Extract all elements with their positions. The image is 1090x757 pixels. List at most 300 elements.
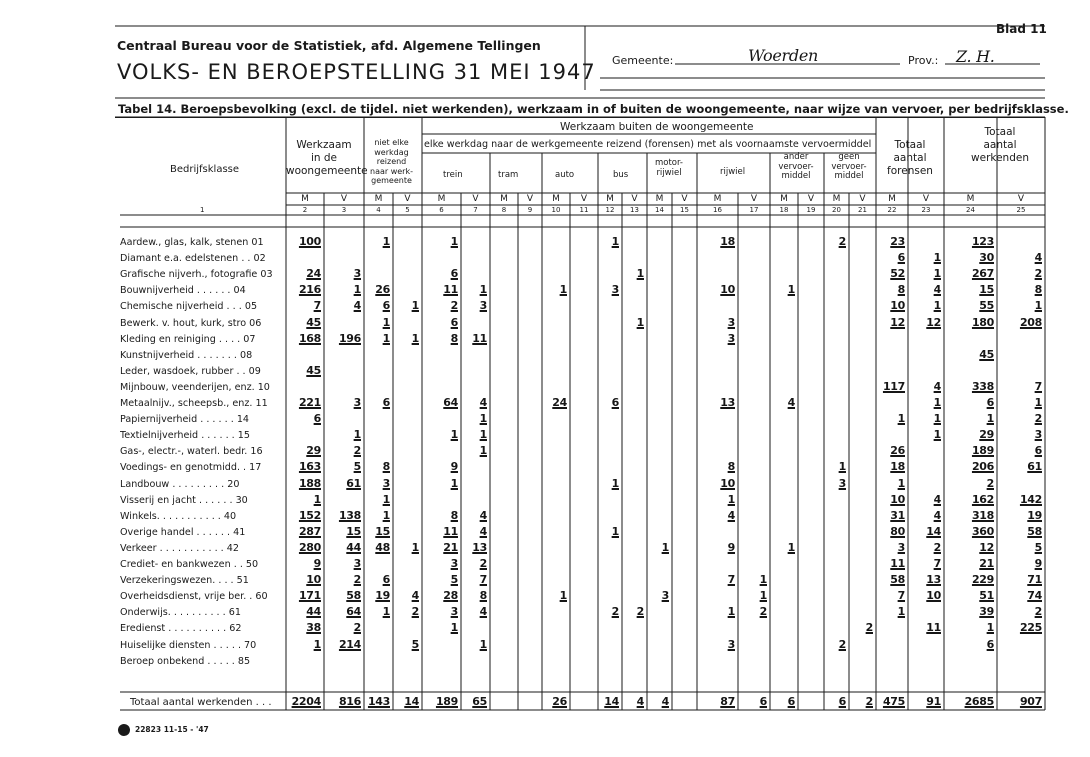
column-number-20: 20 (832, 206, 841, 214)
cell-row22-col-7: 8 (479, 589, 487, 603)
cell-row15-col-4: 3 (382, 476, 390, 490)
mv-label-col-2: M (301, 194, 309, 204)
cell-row18-col-6: 11 (443, 524, 458, 538)
cell-row0-col-22: 23 (890, 235, 905, 248)
cell-row7-col-24: 45 (979, 347, 994, 361)
cell-row22-col-2: 171 (298, 589, 321, 603)
row-label: Bewerk. v. hout, kurk, stro 06 (120, 317, 262, 329)
header-trein: trein (443, 170, 463, 180)
cell-row18-col-7: 4 (479, 524, 487, 538)
cell-row18-col-25: 58 (1027, 524, 1042, 538)
cell-row16-col-23: 4 (933, 492, 941, 506)
cell-total-col-18: 6 (787, 695, 795, 708)
column-number-22: 22 (887, 206, 897, 214)
cell-row15-col-2: 188 (298, 476, 321, 490)
cell-row10-col-6: 64 (443, 396, 458, 409)
header-line: middel (834, 171, 864, 181)
cell-row5-col-22: 12 (890, 315, 905, 329)
cell-row5-col-25: 208 (1019, 315, 1042, 329)
cell-row0-col-2: 100 (298, 235, 321, 248)
cell-row14-col-2: 163 (298, 460, 321, 474)
row-label: Aardew., glas, kalk, stenen 01 (120, 237, 264, 248)
cell-row8-col-2: 45 (306, 363, 321, 377)
cell-row5-col-2: 45 (306, 315, 321, 329)
cell-row22-col-22: 7 (897, 589, 905, 603)
header-totaal-werkenden (955, 126, 1045, 165)
cell-row6-col-5: 1 (411, 331, 419, 345)
header-line: aantal (983, 139, 1017, 151)
cell-row13-col-22: 26 (890, 444, 905, 458)
cell-row1-col-22: 6 (897, 251, 905, 265)
cell-row15-col-12: 1 (611, 476, 619, 490)
cell-row10-col-25: 1 (1034, 396, 1042, 409)
cell-row23-col-7: 4 (479, 605, 487, 619)
table-title: Tabel 14. Beroepsbevolking (excl. de tijdel. niet werkenden), werkzaam in of buiten de woongemeente, naar wijze van vervoer, per bedrijfsklasse. (118, 102, 1069, 116)
cell-row23-col-13: 2 (636, 605, 644, 619)
prov-value: Z. H. (956, 47, 995, 66)
row-label: Chemische nijverheid . . . 05 (120, 301, 258, 313)
cell-total-col-7: 65 (472, 695, 487, 708)
cbs-logo-icon (118, 724, 130, 736)
cell-row13-col-7: 1 (479, 444, 487, 458)
header-ander-vervoermiddel (770, 153, 822, 182)
cell-row20-col-2: 9 (313, 557, 321, 570)
cell-row13-col-24: 189 (971, 444, 994, 458)
cell-row17-col-16: 4 (727, 508, 735, 522)
cell-row24-col-21: 2 (865, 621, 873, 635)
cell-row24-col-3: 2 (353, 621, 361, 635)
cell-row3-col-24: 15 (979, 283, 994, 297)
cell-row19-col-23: 2 (933, 540, 941, 554)
header-line: forensen (887, 165, 933, 177)
cell-row19-col-5: 1 (411, 540, 419, 554)
cell-row2-col-22: 52 (890, 267, 905, 281)
cell-total-col-13: 4 (636, 695, 644, 708)
cell-row4-col-25: 1 (1034, 299, 1042, 313)
cell-row15-col-20: 3 (838, 476, 846, 490)
cell-row18-col-12: 1 (611, 524, 619, 538)
cell-row22-col-6: 28 (443, 589, 458, 603)
column-number-11: 11 (579, 206, 589, 214)
cell-row3-col-4: 26 (375, 283, 390, 297)
cell-row14-col-24: 206 (971, 460, 994, 474)
mv-label-col-23: V (922, 194, 930, 204)
cell-row19-col-7: 13 (472, 540, 487, 554)
cell-row2-col-6: 6 (450, 267, 458, 281)
cell-row17-col-7: 4 (479, 508, 487, 522)
mv-label-col-6: M (437, 194, 446, 204)
cell-total-col-23: 91 (926, 695, 941, 708)
cell-row23-col-25: 2 (1034, 605, 1042, 619)
cell-row19-col-16: 9 (727, 540, 735, 554)
row-label: Gas-, electr.-, waterl. bedr. 16 (120, 446, 263, 458)
row-label: Kleding en reiniging . . . . 07 (120, 333, 256, 345)
cell-row21-col-7: 7 (479, 573, 487, 587)
cell-row17-col-2: 152 (298, 508, 321, 522)
column-number-3: 3 (341, 206, 347, 214)
row-label: Textielnijverheid . . . . . . 15 (120, 430, 250, 442)
column-number-2: 2 (302, 206, 308, 214)
header-motorrijwiel (646, 158, 692, 178)
cell-row10-col-18: 4 (787, 396, 795, 409)
mv-label-col-21: V (859, 194, 866, 204)
cell-row10-col-7: 4 (479, 396, 487, 409)
header-niet-elke-werkdag (364, 138, 419, 186)
column-number-21: 21 (858, 206, 867, 214)
cell-row23-col-4: 1 (382, 605, 390, 619)
column-number-15: 15 (680, 206, 689, 214)
cell-row23-col-5: 2 (411, 605, 419, 619)
footer-print-code: 22823 11-15 - '47 (135, 725, 209, 734)
cell-row23-col-17: 2 (759, 605, 767, 619)
cell-row17-col-24: 318 (971, 508, 994, 522)
header-rijwiel: rijwiel (720, 167, 746, 177)
cell-row25-col-2: 1 (313, 637, 321, 651)
cell-row23-col-16: 1 (727, 605, 735, 619)
header-line: niet elke (374, 138, 409, 147)
cell-row18-col-22: 80 (890, 524, 905, 538)
cell-row25-col-24: 6 (986, 637, 994, 651)
cell-row22-col-25: 74 (1027, 589, 1042, 603)
cell-row1-col-25: 4 (1034, 251, 1042, 265)
cell-total-col-14: 4 (661, 695, 669, 708)
header-bedrijfsklasse: Bedrijfsklasse (170, 164, 240, 175)
cell-row14-col-22: 18 (890, 460, 905, 474)
column-number-13: 13 (630, 206, 639, 214)
cell-row4-col-23: 1 (933, 299, 941, 313)
column-number-6: 6 (439, 206, 444, 214)
header-line: vervoer- (778, 161, 814, 172)
cell-row9-col-24: 338 (971, 379, 994, 393)
mv-label-col-17: V (750, 194, 758, 204)
cell-row24-col-23: 11 (926, 621, 941, 635)
row-label: Overheidsdienst, vrije ber. . 60 (120, 591, 268, 603)
cell-row2-col-2: 24 (306, 267, 321, 281)
cell-row14-col-3: 5 (353, 460, 361, 474)
cell-row10-col-23: 1 (933, 396, 941, 409)
cell-row11-col-22: 1 (897, 412, 905, 426)
cell-row24-col-6: 1 (450, 621, 458, 635)
cell-total-col-21: 2 (865, 695, 873, 708)
mv-label-col-5: V (404, 194, 411, 204)
cell-row2-col-24: 267 (971, 267, 994, 281)
cell-row20-col-6: 3 (450, 557, 458, 570)
cell-row16-col-16: 1 (727, 492, 735, 506)
prov-label: Prov.: (908, 54, 939, 67)
cell-row18-col-3: 15 (346, 524, 361, 538)
cell-row5-col-16: 3 (727, 315, 735, 329)
cell-row5-col-6: 6 (450, 315, 458, 329)
header-forensen: elke werkdag naar de werkgemeente reizend (forensen) met als voornaamste vervoermiddel (424, 139, 872, 150)
column-number-17: 17 (749, 206, 759, 214)
header-line: naar werk- (370, 166, 413, 176)
cell-row3-col-10: 1 (559, 283, 567, 297)
row-label: Diamant e.a. edelstenen . . 02 (120, 253, 266, 265)
mv-label-col-3: V (340, 194, 348, 204)
cell-row15-col-3: 61 (346, 476, 361, 490)
cell-row11-col-2: 6 (313, 412, 321, 426)
cell-row19-col-6: 21 (443, 540, 458, 554)
cell-total-col-6: 189 (435, 695, 458, 708)
cell-row5-col-4: 1 (382, 315, 390, 329)
cell-row22-col-4: 19 (375, 589, 390, 603)
mv-label-col-18: M (780, 194, 788, 204)
cell-row14-col-6: 9 (450, 460, 458, 474)
cell-row3-col-7: 1 (479, 283, 487, 297)
cell-total-col-2: 2204 (291, 695, 321, 708)
mv-label-col-4: M (374, 194, 383, 204)
column-number-12: 12 (605, 206, 615, 214)
column-number-24: 24 (966, 206, 975, 214)
cell-row22-col-17: 1 (759, 589, 767, 603)
cell-row11-col-25: 2 (1034, 412, 1042, 426)
cell-row25-col-20: 2 (838, 637, 846, 651)
cell-row18-col-23: 14 (926, 524, 941, 538)
sheet-number: Blad 11 (996, 22, 1047, 36)
cell-row21-col-16: 7 (727, 573, 735, 587)
cell-row16-col-22: 10 (890, 492, 905, 506)
mv-label-col-16: M (713, 194, 722, 204)
cell-row21-col-2: 10 (306, 573, 321, 587)
cell-row12-col-24: 29 (979, 428, 994, 442)
cell-row21-col-23: 13 (926, 573, 941, 587)
cell-row16-col-2: 1 (313, 492, 321, 506)
cell-row25-col-7: 1 (479, 637, 487, 651)
cell-row10-col-24: 6 (986, 396, 994, 409)
header-line: woongemeente (286, 165, 368, 177)
gemeente-label: Gemeente: (612, 54, 674, 67)
cell-row19-col-3: 44 (346, 540, 361, 554)
row-label: Visserij en jacht . . . . . . 30 (120, 494, 248, 506)
cell-row4-col-2: 7 (313, 299, 321, 313)
header-line: ander (783, 152, 809, 162)
cell-row19-col-4: 48 (375, 540, 390, 554)
row-label: Landbouw . . . . . . . . . 20 (120, 478, 240, 490)
cell-row3-col-16: 10 (720, 283, 735, 297)
cell-row9-col-23: 4 (933, 379, 941, 393)
cell-row22-col-14: 3 (661, 589, 669, 603)
mv-label-col-11: V (580, 194, 588, 204)
cell-row20-col-25: 9 (1034, 557, 1042, 570)
cell-row12-col-6: 1 (450, 428, 458, 442)
cell-row19-col-22: 3 (897, 540, 905, 554)
header-tram: tram (498, 170, 519, 180)
cell-total-col-22: 475 (882, 695, 905, 708)
cell-row21-col-3: 2 (353, 573, 361, 587)
cell-row23-col-2: 44 (306, 605, 321, 619)
cell-row21-col-6: 5 (450, 573, 458, 587)
header-line: in de (310, 152, 338, 164)
row-label: Voedings- en genotmidd. . 17 (120, 462, 262, 474)
form-title: VOLKS- EN BEROEPSTELLING 31 MEI 1947 (117, 60, 596, 84)
cell-row19-col-25: 5 (1034, 540, 1042, 554)
cell-row10-col-4: 6 (382, 396, 390, 409)
cell-row18-col-2: 287 (298, 524, 321, 538)
cell-row22-col-23: 10 (926, 589, 941, 603)
totals-label: Totaal aantal werkenden . . . (130, 697, 272, 708)
column-number-1: 1 (200, 206, 205, 214)
cell-row17-col-3: 138 (338, 508, 361, 522)
cell-row15-col-22: 1 (897, 476, 905, 490)
header-line: gemeente (371, 176, 412, 185)
cell-row23-col-6: 3 (450, 605, 458, 619)
cell-row4-col-24: 55 (979, 299, 994, 313)
cell-row20-col-24: 21 (979, 557, 994, 570)
column-number-14: 14 (655, 206, 664, 214)
row-label: Overige handel . . . . . . 41 (120, 526, 246, 538)
row-label: Verzekeringswezen. . . . 51 (120, 575, 249, 587)
cell-row14-col-4: 8 (382, 460, 390, 474)
mv-label-col-25: V (1017, 194, 1025, 204)
cell-row1-col-23: 1 (933, 251, 941, 265)
cell-total-col-10: 26 (552, 695, 567, 708)
cell-row9-col-25: 7 (1034, 379, 1042, 393)
column-number-18: 18 (779, 206, 789, 214)
row-label: Onderwijs. . . . . . . . . . 61 (120, 607, 241, 619)
cell-row20-col-23: 7 (933, 557, 941, 570)
cell-row21-col-17: 1 (759, 573, 767, 587)
cell-total-col-20: 6 (838, 695, 846, 708)
row-label: Mijnbouw, veenderijen, enz. 10 (120, 381, 270, 393)
cell-row15-col-24: 2 (986, 476, 994, 490)
column-number-25: 25 (1016, 206, 1026, 214)
cell-row3-col-3: 1 (353, 283, 361, 297)
cell-row16-col-4: 1 (382, 492, 390, 506)
cell-total-col-24: 2685 (964, 695, 994, 708)
header-line: Totaal (894, 139, 926, 151)
cell-row17-col-4: 1 (382, 508, 390, 522)
cell-row4-col-22: 10 (890, 299, 905, 313)
mv-label-col-8: M (500, 194, 508, 204)
cell-row3-col-12: 3 (611, 283, 619, 297)
cell-row25-col-16: 3 (727, 637, 735, 651)
cell-row4-col-6: 2 (450, 299, 458, 313)
row-label: Crediet- en bankwezen . . 50 (120, 559, 259, 570)
header-line: werkenden (971, 152, 1029, 164)
cell-row4-col-3: 4 (353, 299, 361, 313)
cell-row12-col-7: 1 (479, 428, 487, 442)
cell-row17-col-6: 8 (450, 508, 458, 522)
cell-row21-col-4: 6 (382, 573, 390, 587)
cell-row6-col-7: 11 (472, 331, 487, 345)
cell-row19-col-18: 1 (787, 540, 795, 554)
cell-row14-col-20: 1 (838, 460, 846, 474)
cell-row20-col-22: 11 (890, 557, 905, 570)
cell-row12-col-23: 1 (933, 428, 941, 442)
cell-row19-col-24: 12 (979, 540, 994, 554)
cell-row6-col-3: 196 (338, 331, 361, 345)
cell-row13-col-25: 6 (1034, 444, 1042, 458)
header-line: vervoer- (831, 161, 867, 172)
mv-label-col-7: V (472, 194, 479, 204)
column-number-7: 7 (473, 206, 478, 214)
cell-row9-col-22: 117 (882, 379, 905, 393)
column-number-19: 19 (806, 206, 816, 214)
header-line: motor- (654, 158, 684, 168)
cell-row25-col-5: 5 (411, 637, 419, 651)
row-label: Verkeer . . . . . . . . . . . 42 (120, 542, 239, 554)
cell-row10-col-10: 24 (552, 396, 567, 409)
column-number-16: 16 (713, 206, 722, 214)
cell-total-col-12: 14 (604, 695, 619, 708)
cell-row6-col-6: 8 (450, 331, 458, 345)
cell-row21-col-24: 229 (971, 573, 994, 587)
mv-label-col-9: V (526, 194, 534, 204)
row-label: Bouwnijverheid . . . . . . 04 (120, 285, 246, 297)
cell-row2-col-23: 1 (933, 267, 941, 281)
row-label: Beroep onbekend . . . . . 85 (120, 655, 251, 667)
cell-row11-col-24: 1 (986, 412, 994, 426)
cell-row23-col-12: 2 (611, 605, 619, 619)
mv-label-col-22: M (888, 194, 896, 204)
cell-row13-col-3: 2 (353, 444, 361, 458)
header-buiten-woongemeente: Werkzaam buiten de woongemeente (560, 121, 754, 133)
cell-row23-col-22: 1 (897, 605, 905, 619)
cell-row5-col-13: 1 (636, 315, 644, 329)
row-label: Leder, wasdoek, rubber . . 09 (120, 365, 261, 377)
cell-row19-col-14: 1 (661, 540, 669, 554)
row-label: Grafische nijverh., fotografie 03 (120, 269, 273, 281)
bureau-line: Centraal Bureau voor de Statistiek, afd. Algemene Tellingen (117, 38, 541, 53)
gemeente-value: Woerden (748, 46, 819, 65)
cell-row3-col-18: 1 (787, 283, 795, 297)
cell-total-col-3: 816 (338, 695, 361, 708)
column-number-9: 9 (527, 206, 533, 214)
mv-label-col-14: M (655, 194, 664, 204)
cell-row23-col-3: 64 (346, 605, 361, 619)
cell-row5-col-24: 180 (971, 315, 994, 329)
row-label: Winkels. . . . . . . . . . . 40 (120, 510, 237, 522)
cell-row3-col-25: 8 (1034, 283, 1042, 297)
cell-row23-col-24: 39 (979, 605, 994, 619)
cell-row1-col-24: 30 (979, 251, 994, 265)
cell-row0-col-20: 2 (838, 235, 846, 248)
header-auto: auto (555, 170, 575, 180)
cell-row4-col-7: 3 (479, 299, 487, 313)
cell-row17-col-23: 4 (933, 508, 941, 522)
row-label: Huiselijke diensten . . . . . 70 (120, 639, 257, 651)
cell-row11-col-7: 1 (479, 412, 487, 426)
cell-row18-col-24: 360 (971, 524, 994, 538)
mv-label-col-19: V (807, 194, 815, 204)
cell-row17-col-22: 31 (890, 508, 905, 522)
cell-row20-col-3: 3 (353, 557, 361, 570)
cell-row6-col-4: 1 (382, 331, 390, 345)
cell-row18-col-4: 15 (375, 524, 390, 538)
cell-row14-col-25: 61 (1027, 460, 1042, 474)
cell-row4-col-5: 1 (411, 299, 419, 313)
cell-row22-col-5: 4 (411, 589, 419, 603)
cell-row19-col-2: 280 (298, 540, 321, 554)
cell-row25-col-3: 214 (338, 637, 361, 651)
cell-row15-col-6: 1 (450, 476, 458, 490)
header-totaal-forensen (876, 139, 944, 178)
mv-label-col-13: V (631, 194, 638, 204)
cell-row22-col-10: 1 (559, 589, 567, 603)
row-label: Eredienst . . . . . . . . . . 62 (120, 623, 242, 635)
header-line: Werkzaam (296, 139, 352, 151)
header-line: Totaal (984, 126, 1016, 138)
column-number-5: 5 (405, 206, 410, 214)
header-line: reizend (376, 157, 407, 166)
column-number-8: 8 (501, 206, 507, 214)
row-label: Papiernijverheid . . . . . . 14 (120, 414, 250, 426)
cell-row12-col-3: 1 (353, 428, 361, 442)
header-bus: bus (613, 170, 629, 180)
header-line: aantal (893, 152, 927, 164)
cell-row2-col-3: 3 (353, 267, 361, 281)
column-number-23: 23 (921, 206, 931, 214)
